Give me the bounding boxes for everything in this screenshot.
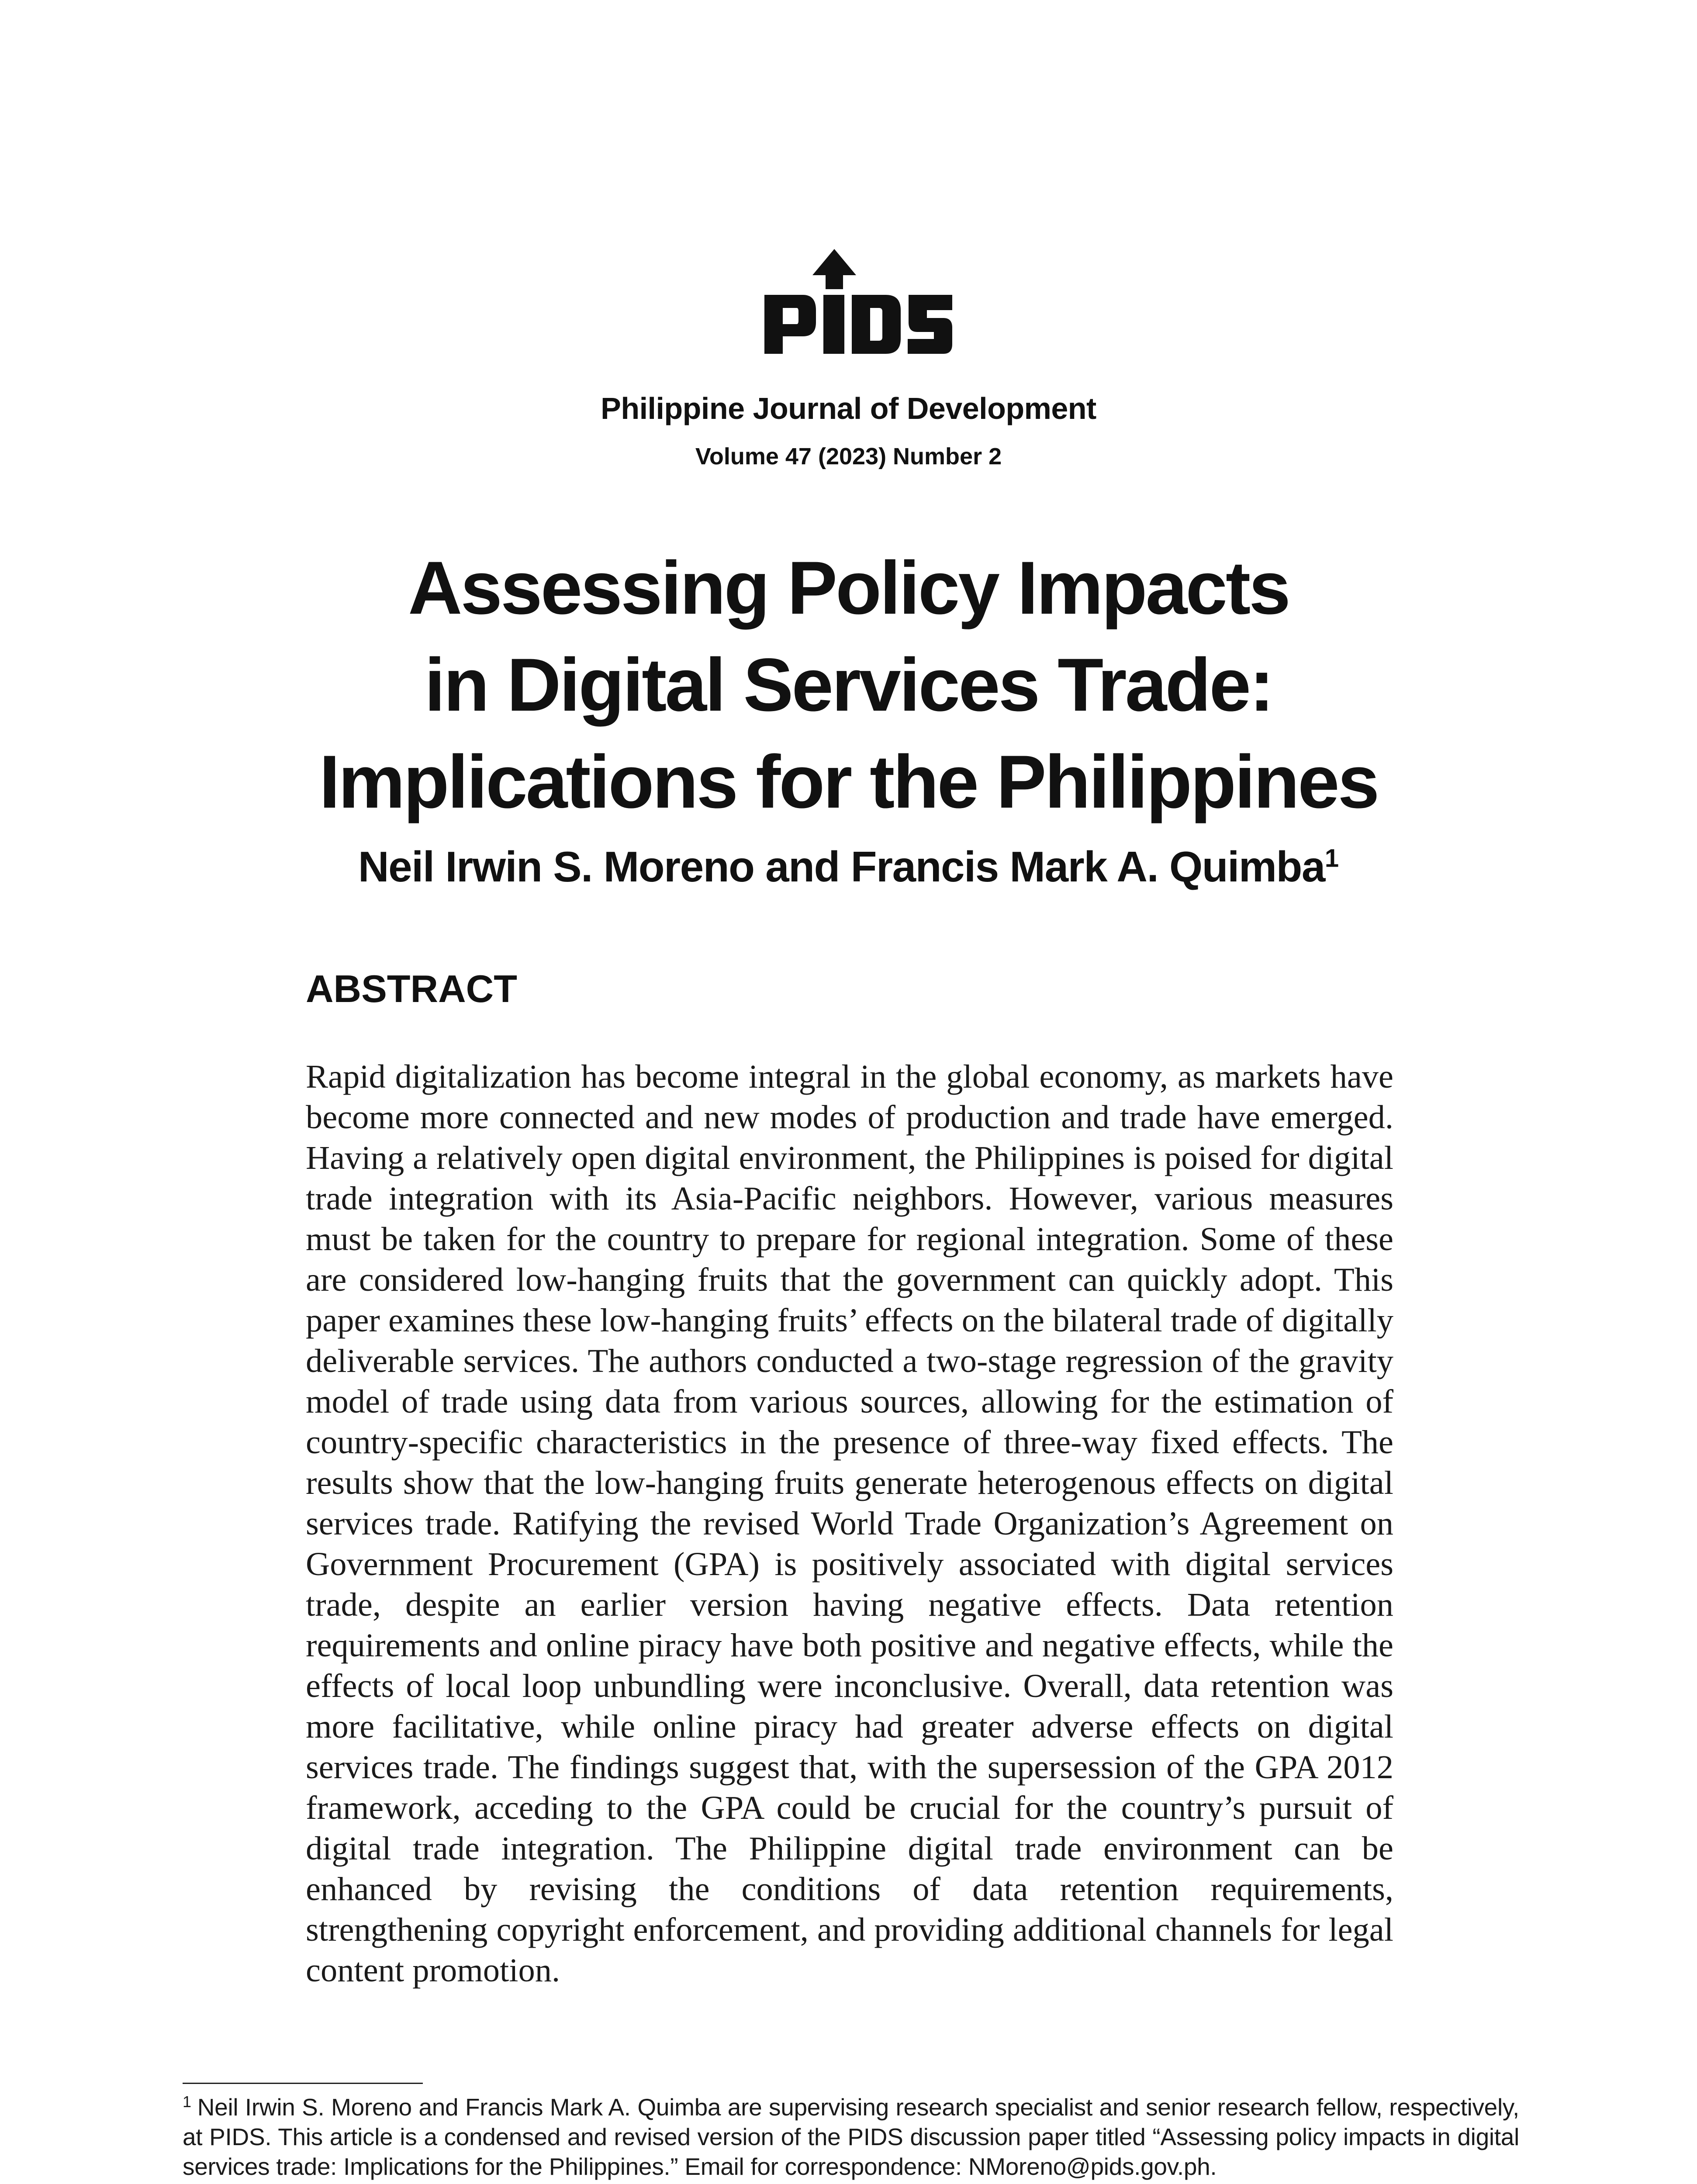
title-line: in Digital Services Trade:: [424, 643, 1273, 727]
article-title: [175, 539, 1522, 830]
footnote-divider: [183, 2083, 423, 2084]
abstract-body: Rapid digitalization has become integral in the global economy, as markets have become more connected and new modes of production and trade have emerged. Having a relatively open digital environment, the Philippines is poised for digital trade integration with its Asia-Pacific neighbors. However, various measures must be taken for the country to prepare for regional integration. Some of these are considered low-hanging fruits that the government can quickly adopt. This paper examines these low-hanging fruits’ effects on the bilateral trade of digitally deliverable services. The authors conducted a two-stage regression of the gravity model of trade using data from various sources, allowing for the estimation of country-specific characteristics in the presence of three-way fixed effects. The results show that the low-hanging fruits generate heterogenous effects on digital services trade. Ratifying the revised World Trade Organization’s Agreement on Government Procurement (GPA) is positively associated with digital services trade, despite an earlier version having negative effects. Data retention requirements and online piracy have both positive and negative effects, while the effects of local loop unbundling were inconclusive. Overall, data retention was more facilitative, while online piracy had greater adverse effects on digital services trade. The findings suggest that, with the supersession of the GPA 2012 framework, acceding to the GPA could be crucial for the country’s pursuit of digital trade integration. The Philippine digital trade environment can be enhanced by revising the conditions of data retention requirements, strengthening copyright enforcement, and providing additional channels for legal content promotion.: [306, 1058, 1393, 1989]
abstract-heading: ABSTRACT: [306, 967, 517, 1010]
title-line: Implications for the Philippines: [319, 740, 1378, 824]
pids-logo-icon: [764, 249, 952, 354]
journal-name: Philippine Journal of Development: [601, 391, 1096, 425]
footnote-reference[interactable]: 1: [1324, 844, 1339, 873]
footnote-marker: 1: [183, 2092, 191, 2111]
title-line: Assessing Policy Impacts: [408, 546, 1289, 630]
footnote: [183, 2092, 1519, 2181]
footnote-text: Neil Irwin S. Moreno and Francis Mark A. Quimba are supervising research specialist and senior research fellow, respectively, at PIDS. This article is a condensed and revised version of the PIDS discussion paper titled “Assessing policy impacts in digital services trade: Implications for the Philippines.” Email for correspondence: NMoreno@pids.gov.ph.: [183, 2094, 1519, 2180]
journal-volume: Volume 47 (2023) Number 2: [695, 443, 1002, 470]
authors-text: Neil Irwin S. Moreno and Francis Mark A. Quimba: [358, 843, 1325, 891]
article-authors: [0, 843, 1697, 891]
